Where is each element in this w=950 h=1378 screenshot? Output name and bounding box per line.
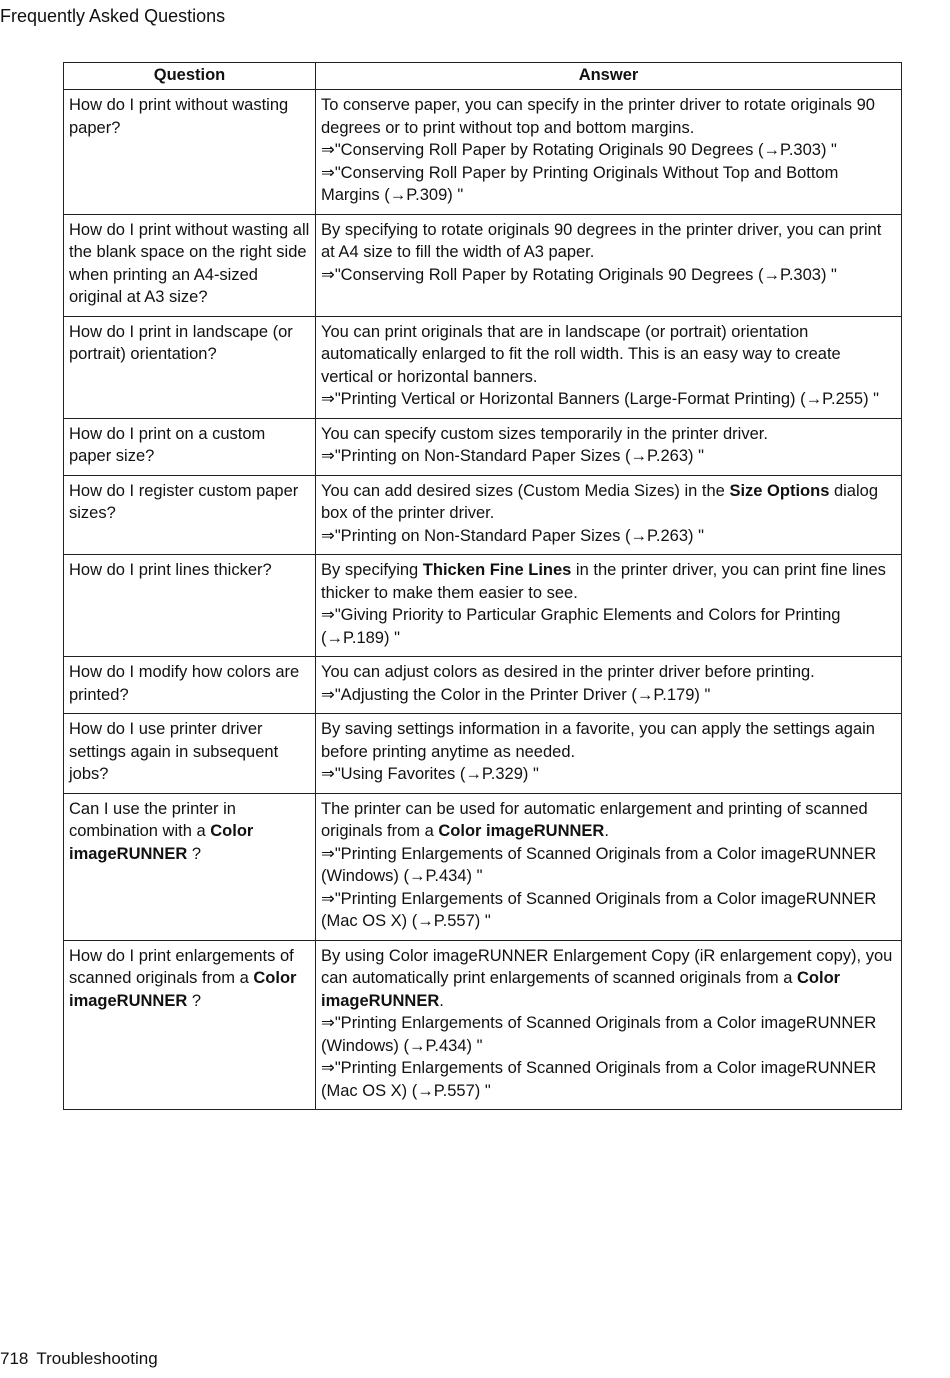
answer-cell bbox=[316, 475, 902, 555]
faq-table bbox=[63, 62, 902, 1110]
table-row bbox=[64, 316, 902, 418]
question-cell bbox=[64, 714, 316, 794]
question-text: Color imageRUNNER bbox=[69, 969, 297, 1010]
answer-text-segment: You can specify custom sizes temporarily in the printer driver. bbox=[321, 424, 768, 443]
cross-reference-link[interactable]: ⇒"Printing on Non-Standard Paper Sizes (→P.263) " bbox=[321, 447, 704, 465]
answer-text bbox=[321, 321, 896, 389]
question-text: How do I print without wasting all the blank space on the right side when printing an A4-sized original at A3 size? bbox=[69, 220, 310, 306]
answer-text-segment: By saving settings information in a favorite, you can apply the settings again before printing anytime as needed. bbox=[321, 720, 875, 761]
question-text: How do I print enlargements of scanned originals from a bbox=[69, 946, 294, 987]
question-cell bbox=[64, 940, 316, 1110]
table-row bbox=[64, 714, 902, 794]
cross-reference-link[interactable]: ⇒"Printing Vertical or Horizontal Banners (Large-Format Printing) (→P.255) " bbox=[321, 390, 880, 408]
cross-reference-link[interactable]: ⇒"Giving Priority to Particular Graphic Elements and Colors for Printing (→P.189) " bbox=[321, 606, 841, 647]
page-title: Frequently Asked Questions bbox=[0, 6, 226, 26]
cross-reference-link[interactable]: ⇒"Printing Enlargements of Scanned Originals from a Color imageRUNNER (Mac OS X) (→P.557) " bbox=[321, 889, 877, 930]
answer-text-segment: You can adjust colors as desired in the printer driver before printing. bbox=[321, 663, 815, 681]
question-cell bbox=[64, 555, 316, 657]
question-cell bbox=[64, 316, 316, 418]
cross-reference-link[interactable]: ⇒"Conserving Roll Paper by Rotating Originals 90 Degrees (→P.303) " bbox=[321, 265, 837, 284]
answer-text bbox=[321, 219, 896, 264]
answer-text-segment: You can add desired sizes (Custom Media Sizes) in the bbox=[321, 481, 730, 500]
answer-text-segment: . bbox=[439, 991, 444, 1010]
page-footer bbox=[0, 1348, 158, 1370]
table-row bbox=[64, 793, 902, 940]
question-cell bbox=[64, 214, 316, 316]
answer-emphasis: Color imageRUNNER bbox=[321, 969, 841, 1010]
cross-reference-link[interactable]: ⇒"Conserving Roll Paper by Printing Originals Without Top and Bottom Margins (→P.309) " bbox=[321, 163, 839, 204]
column-header-question: Question bbox=[64, 63, 316, 90]
answer-cell bbox=[316, 90, 902, 215]
answer-cell bbox=[316, 940, 902, 1110]
question-text: How do I print without wasting paper? bbox=[69, 96, 289, 137]
question-cell bbox=[64, 90, 316, 215]
table-row bbox=[64, 940, 902, 1110]
cross-reference-link[interactable]: ⇒"Conserving Roll Paper by Rotating Originals 90 Degrees (→P.303) " bbox=[321, 141, 837, 159]
answer-cell bbox=[316, 316, 902, 418]
column-header-answer: Answer bbox=[316, 63, 902, 90]
answer-text bbox=[321, 559, 896, 604]
answer-text bbox=[321, 945, 896, 1013]
table-row bbox=[64, 555, 902, 657]
question-text: ? bbox=[187, 844, 202, 863]
cross-reference-link[interactable]: ⇒"Printing on Non-Standard Paper Sizes (→P.263) " bbox=[321, 526, 704, 545]
answer-text-segment: The printer can be used for automatic enlargement and printing of scanned originals from a bbox=[321, 799, 868, 840]
question-text: How do I print lines thicker? bbox=[69, 561, 272, 579]
answer-text bbox=[321, 718, 896, 763]
question-text: Can I use the printer in combination with a bbox=[69, 799, 236, 840]
footer-section-title: Troubleshooting bbox=[36, 1349, 158, 1368]
question-text: Color imageRUNNER bbox=[69, 822, 254, 863]
faq-table-body bbox=[64, 90, 902, 1110]
answer-text bbox=[321, 94, 896, 139]
table-row bbox=[64, 475, 902, 555]
answer-emphasis: Color imageRUNNER bbox=[438, 822, 605, 840]
answer-text-segment: By specifying to rotate originals 90 degrees in the printer driver, you can print at A4 size to fill the width of A3 paper. bbox=[321, 220, 882, 261]
table-header-row bbox=[64, 63, 902, 90]
answer-cell bbox=[316, 793, 902, 940]
cross-reference-link[interactable]: ⇒"Adjusting the Color in the Printer Driver (→P.179) " bbox=[321, 685, 711, 704]
question-cell bbox=[64, 657, 316, 714]
answer-text-segment: in the printer driver, you can print fine lines thicker to make them easier to see. bbox=[321, 561, 886, 602]
answer-text bbox=[321, 423, 896, 446]
cross-reference-link[interactable]: ⇒"Printing Enlargements of Scanned Originals from a Color imageRUNNER (Mac OS X) (→P.557) " bbox=[321, 1059, 877, 1100]
answer-text bbox=[321, 661, 896, 684]
question-text: How do I use printer driver settings again in subsequent jobs? bbox=[69, 720, 279, 783]
table-row bbox=[64, 90, 902, 215]
answer-text-segment: By specifying bbox=[321, 561, 423, 579]
question-text: ? bbox=[187, 991, 202, 1010]
answer-text-segment: . bbox=[604, 822, 609, 840]
answer-text-segment: dialog box of the printer driver. bbox=[321, 481, 878, 522]
answer-cell bbox=[316, 657, 902, 714]
cross-reference-link[interactable]: ⇒"Printing Enlargements of Scanned Originals from a Color imageRUNNER (Windows) (→P.434) " bbox=[321, 1014, 877, 1055]
question-cell bbox=[64, 793, 316, 940]
question-text: How do I print in landscape (or portrait) orientation? bbox=[69, 322, 293, 363]
table-row bbox=[64, 418, 902, 475]
question-text: How do I print on a custom paper size? bbox=[69, 424, 266, 465]
answer-cell bbox=[316, 555, 902, 657]
answer-emphasis: Size Options bbox=[729, 481, 830, 500]
answer-emphasis: Thicken Fine Lines bbox=[422, 561, 572, 579]
table-row bbox=[64, 657, 902, 714]
answer-text-segment: To conserve paper, you can specify in the printer driver to rotate originals 90 degrees or to print without top and bottom margins. bbox=[321, 96, 875, 137]
page-number: 718 bbox=[0, 1349, 29, 1368]
cross-reference-link[interactable]: ⇒"Using Favorites (→P.329) " bbox=[321, 765, 539, 783]
answer-text-segment: You can print originals that are in landscape (or portrait) orientation automatically enlarged to fit the roll width. This is an easy way to create vertical or horizontal banners. bbox=[321, 322, 841, 386]
answer-cell bbox=[316, 214, 902, 316]
question-cell bbox=[64, 475, 316, 555]
question-cell bbox=[64, 418, 316, 475]
question-text: How do I modify how colors are printed? bbox=[69, 663, 300, 704]
answer-cell bbox=[316, 714, 902, 794]
answer-text bbox=[321, 480, 896, 525]
cross-reference-link[interactable]: ⇒"Printing Enlargements of Scanned Originals from a Color imageRUNNER (Windows) (→P.434) " bbox=[321, 844, 877, 885]
table-row bbox=[64, 214, 902, 316]
answer-text bbox=[321, 798, 896, 843]
answer-text-segment: By using Color imageRUNNER Enlargement Copy (iR enlargement copy), you can automatically print enlargements of scanned originals from a bbox=[321, 946, 893, 987]
question-text: How do I register custom paper sizes? bbox=[69, 481, 299, 522]
answer-cell bbox=[316, 418, 902, 475]
